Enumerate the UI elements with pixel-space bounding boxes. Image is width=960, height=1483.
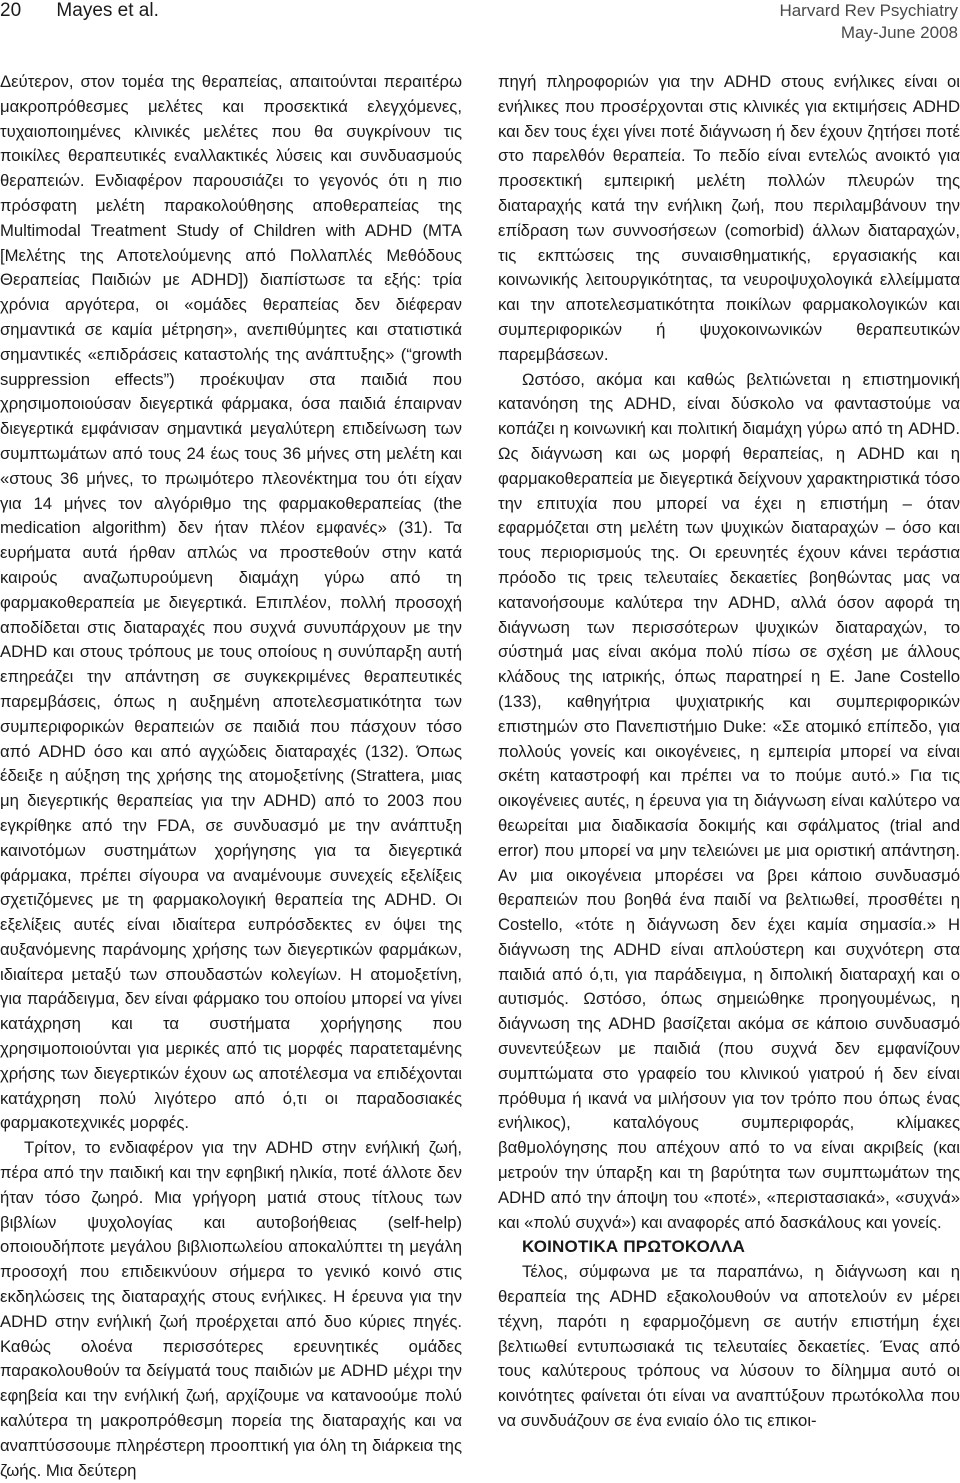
left-column (0, 70, 462, 1483)
running-header-left (0, 0, 159, 22)
right-column (498, 70, 960, 1434)
journal-issue: May-June 2008 (840, 23, 958, 42)
section-heading: ΚΟΙΝΟΤΙΚΑ ΠΡΩΤΟΚΟΛΛΑ (522, 1237, 746, 1257)
running-header-right (779, 0, 958, 44)
paragraph: πηγή πληροφοριών για την ADHD στους ενήλικες είναι οι ενήλικες που προσέρχονται στις κλινικές για εκτιμήσεις ADHD και δεν τους έχει γίνει ποτέ διάγνωση ή δεν έχουν ζητήσει ποτέ στο παρελθόν θεραπεία. Το πεδίο είναι εντελώς ανοικτό για προσεκτική εμπειρική μελέτη πολλών πλευρών της διαταραχής κατά την ενήλικη ζωή, που περιλαμβάνουν την επίδραση των συννοσήσεων (comorbid) άλλων διαταραχών, τις εκπτώσεις της συναισθηματικής, εργασιακής και κοινωνικής λειτουργικότητας, τα νευροψυχολογικά ελλείμματα και την αποτελεσματικότητα ποικίλων φαρμακολογικών και συμπεριφορικών ή ψυχοκοινωνικών θεραπευτικών παρεμβάσεων. (498, 72, 960, 364)
page-number: 20 (0, 0, 22, 21)
paragraph: Τέλος, σύμφωνα με τα παραπάνω, η διάγνωση και η θεραπεία της ADHD εξακολουθούν να αποτελούν εν μέρει τέχνη, παρότι η εφαρμοζόμενη σε αυτήν επιστήμη έχει βελτιωθεί εντυπωσιακά τις τελευταίες δεκαετίες. Ένας από τους καλύτερους τρόπους να λύσουν το δίλημμα αυτό οι κοινότητες φαίνεται ότι είναι να αναπτύξουν πρωτόκολλα που να συνδυάζουν σε ένα ενιαίο όλο τις επικοι- (498, 1262, 960, 1431)
paragraph: Τρίτον, το ενδιαφέρον για την ADHD στην ενήλική ζωή, πέρα από την παιδική και την εφηβική ηλικία, ποτέ άλλοτε δεν ήταν τόσο ζωηρό. Μια γρήγορη ματιά στους τίτλους των βιβλίων ψυχολογίας και αυτοβοήθειας (self-help) οποιουδήποτε μεγάλου βιβλιοπωλείου αποκαλύπτει τη μεγάλη προσοχή που επιδεικνύουν σήμερα το γενικό κοινό στις εκδηλώσεις της διαταραχής στους ενήλικες. Η έρευνα για την ADHD στην ενήλική ζωή προέρχεται από δυο κύριες πηγές. Καθώς ολοένα περισσότερες ερευνητικές ομάδες παρακολουθούν τα δείγματά τους παιδιών με ADHD μέχρι την εφηβεία και την ενήλική ζωή, αρχίζουμε να κατανοούμε πολύ καλύτερα τη μακροπρόθεσμη πορεία της διαταραχής και να αναπτύσσουμε πληρέστερη προοπτική για όλη τη διάρκεια της ζωής. Μια δεύτερη (0, 1138, 462, 1480)
authors: Mayes et al. (56, 0, 159, 21)
paragraph: Δεύτερον, στον τομέα της θεραπείας, απαιτούνται περαιτέρω μακροπρόθεσμες μελέτες και προσεκτικά ελεγχόμενες, τυχαιοποιημένες κλινικές μελέτες που θα συγκρίνουν τις ποικίλες θεραπευτικές εναλλακτικές λύσεις και συνδυασμούς θεραπειών. Ενδιαφέρον παρουσιάζει το γεγονός ότι η πιο πρόσφατη μελέτη παρακολούθησης αποθεραπείας της Multimodal Treatment Study of Children with ADHD (MTA [Μελέτης της Αποτελούμενης από Πολλαπλές Μεθόδους Θεραπείας Παιδιών με ADHD]) διαπίστωσε τα εξής: τρία χρόνια αργότερα, οι «ομάδες θεραπείας δεν διέφεραν σημαντικά σε καμία μέτρηση», ανεπιθύμητες και στατιστικά σημαντικές «επιδράσεις καταστολής της ανάπτυξης» (“growth suppression effects”) προέκυψαν στα παιδιά που χρησιμοποιούσαν διεγερτικά φάρμακα, όσα παιδιά έπαιρναν διεγερτικά εμφάνισαν σημαντικά μεγαλύτερη επιδείνωση των συμπτωμάτων από τους 24 έως τους 36 μήνες στη μελέτη και «στους 36 μήνες, το πρωιμότερο πλεονέκτημα του ότι είχαν για 14 μήνες τον αλγόριθμο της φαρμακοθεραπείας (the medication algorithm) δεν ήταν πλέον εμφανές» (31). Τα ευρήματα αυτά ήρθαν απλώς να προστεθούν στην κατά καιρούς αναζωπυρούμενη διαμάχη γύρω από τη φαρμακοθεραπεία με διεγερτικά. Επιπλέον, πολλή προσοχή αποδίδεται στις διαταραχές που συχνά συνυπάρχουν με την ADHD και στους τρόπους με τους οποίους η συνύπαρξη αυτή επηρεάζει την απάντηση σε συγκεκριμένες θεραπευτικές παρεμβάσεις, όπως η αυξημένη αποτελεσματικότητα των συμπεριφορικών θεραπειών σε παιδιά που πάσχουν τόσο από ADHD όσο και από αγχώδεις διαταραχές (132). Όπως έδειξε η αύξηση της χρήσης της ατομοξετίνης (Strattera, μιας μη διεγερτικής θεραπείας για την ADHD) από το 2003 που εγκρίθηκε από την FDA, σε συνδυασμό με την ανάπτυξη καινοτόμων συστημάτων χορήγησης για τα διεγερτικά φάρμακα, πρέπει σίγουρα να αναμένουμε συνεχείς εξελίξεις σχετιζόμενες με τη φαρμακολογική θεραπεία της ADHD. Οι εξελίξεις αυτές είναι ιδιαίτερα ευπρόσδεκτες εν όψει της αυξανόμενης παράνομης χρήσης των διεγερτικών φαρμάκων, ιδιαίτερα μεταξύ των σπουδαστών κολεγίων. Η ατομοξετίνη, για παράδειγμα, δεν είναι φάρμακο του οποίου μπορεί να γίνει κατάχρηση και τα συστήματα χορήγησης που χρησιμοποιούνται για μερικές από τις μορφές παρατεταμένης χρήσης των διεγερτικών έχουν ως αποτέλεσμα να επιδέχονται κατάχρηση πολύ λιγότερο από ό,τι οι παραδοσιακές φαρμακοτεχνικές μορφές. (0, 72, 462, 1133)
journal-name: Harvard Rev Psychiatry (779, 1, 958, 20)
paragraph: Ωστόσο, ακόμα και καθώς βελτιώνεται η επιστημονική κατανόηση της ADHD, είναι δύσκολο να φανταστούμε να κοπάζει η κοινωνική και πολιτική διαμάχη γύρω από τη ADHD. Ως διάγνωση και ως μορφή θεραπείας, η ADHD και η φαρμακοθεραπεία με διεγερτικά δείχνουν χαρακτηριστικά τόσο την επιτυχία που μπορεί να έχει η επιστήμη – όταν εφαρμόζεται στη μελέτη των ψυχικών διαταραχών – όσο και τους περιορισμούς της. Οι ερευνητές έχουν κάνει τεράστια πρόοδο τις τρεις τελευταίες δεκαετίες βοηθώντας μας να κατανοήσουμε καλύτερα την ADHD, αλλά όσον αφορά τη διάγνωση των περισσότερων ψυχικών διαταραχών, το σύστημά μας είναι ακόμα πολύ πίσω σε σχέση με άλλους κλάδους της ιατρικής, όπως παρατηρεί η E. Jane Costello (133), καθηγήτρια ψυχιατρικής και συμπεριφορικών επιστημών στο Πανεπιστήμιο Duke: «Σε ατομικό επίπεδο, για πολλούς γονείς και οικογένειες, η εμπειρία μπορεί να είναι σκέτη καταστροφή και πρέπει να το πούμε αυτό.» Για τις οικογένειες αυτές, η έρευνα για τη διάγνωση είναι καλύτερο να θεωρείται μια διαδικασία δοκιμής και σφάλματος (trial and error) που μπορεί να μην τελειώνει με μια οριστική απάντηση. Αν μια οικογένεια μπορέσει να βρει κάποιο συνδυασμό θεραπειών που βοηθά ένα παιδί να βελτιωθεί, προσθέτει η Costello, «τότε η διάγνωση δεν έχει καμία σημασία.» Η διάγνωση της ADHD είναι απλούστερη και συχνότερη στα παιδιά από ό,τι, για παράδειγμα, η διπολική διαταραχή και ο αυτισμός. Ωστόσο, όπως σημειώθηκε προηγουμένως, η διάγνωση της ADHD βασίζεται ακόμα σε κάποιο συνδυασμό συνεντεύξεων με παιδιά (που συχνά δεν εμφανίζουν συμπτώματα στο γραφείο του κλινικού γιατρού ή δεν είναι πρόθυμα ή ικανά να μιλήσουν για τον τρόπο που όπως ένας ενήλικος), καταλόγους συμπεριφοράς, κλίμακες βαθμολόγησης που απέχουν από το να είναι ακριβείς (και μετρούν την ύπαρξη και τη βαρύτητα των συμπτωμάτων της ADHD από την άποψη του «ποτέ», «περιστασιακά», «συχνά» και «πολύ συχνά») και αναφορές από δασκάλους και γονείς. (498, 369, 960, 1232)
